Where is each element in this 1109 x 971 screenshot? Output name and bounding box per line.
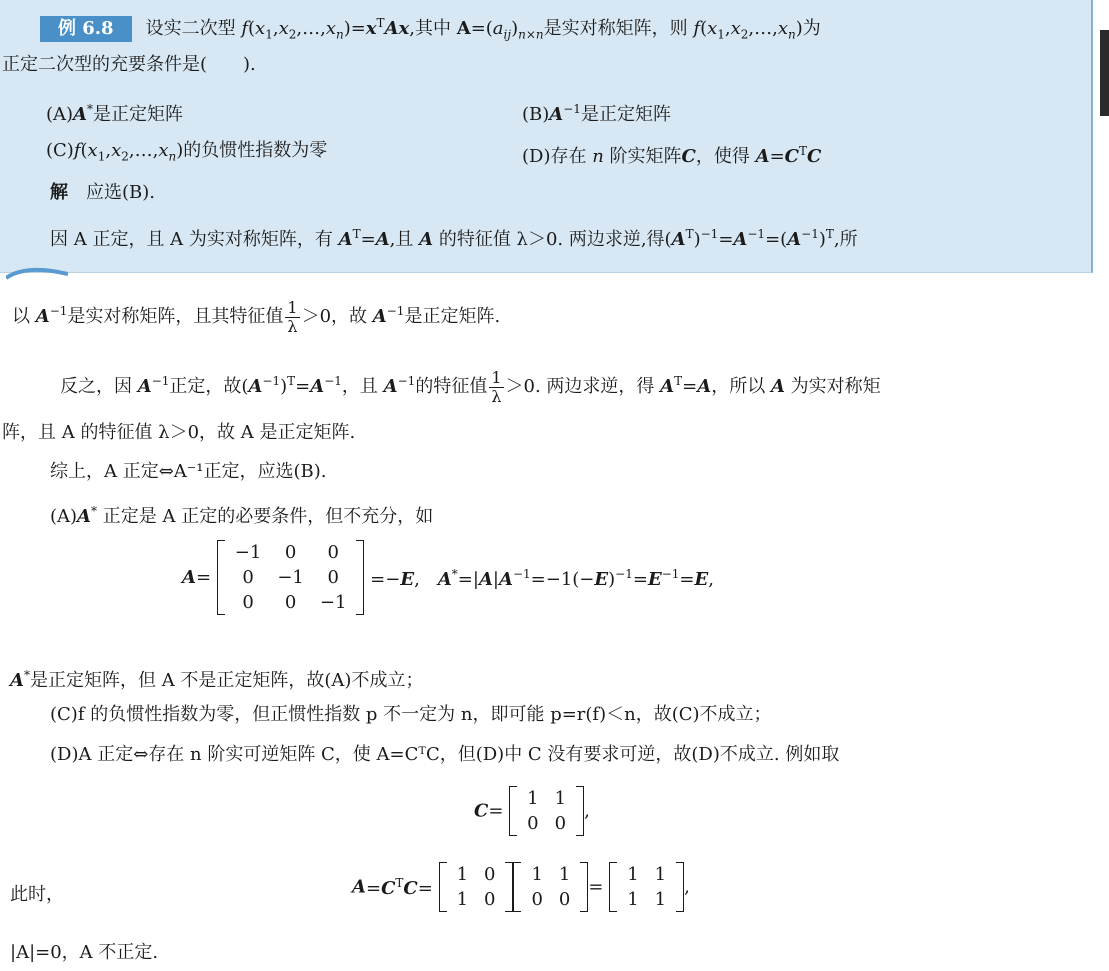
matrix-cell: 1: [627, 889, 639, 910]
option-b-text: 是正定矩阵: [580, 104, 671, 125]
para-8: (C)f 的负惯性指数为零，但正惯性指数 p 不一定为 n，即可能 p=r(f)＜n，故(C)不成立；: [50, 704, 772, 725]
para-3-e: . 两边求逆，得: [534, 376, 655, 397]
q-text-a: 设实二次型 $f(x_1,x_2,\dots,x_n)=x^TAx$,其中 $A=(a_{ij})_{n\times n}$: [145, 16, 544, 42]
para-3-c: ，且: [341, 376, 378, 397]
matrix-a: [217, 540, 365, 615]
edge-bar: [1100, 30, 1109, 116]
matrix-equation-a: A= −1 0 0 0 −1 0 0 0 −1 =−E, $A^*=|A|A^{-1}=-1(-E)^{-1}=E^{-1}=E$,: [182, 542, 714, 613]
matrix-cell: 1: [627, 864, 639, 885]
para-3-b: 正定，故: [169, 376, 242, 397]
option-d-mid: 阶实矩阵: [609, 146, 682, 167]
matrix-cell: 1: [654, 864, 667, 885]
option-d-pre: 存在: [550, 146, 587, 167]
q-text-b: 是实对称矩阵，则: [543, 18, 688, 39]
para-3-g: 为实对称矩: [790, 376, 881, 397]
matrix-cell: 1: [531, 864, 543, 885]
matrix-ct: [439, 862, 514, 912]
question-line-2: 正定二次型的充要条件是( ).: [2, 54, 256, 75]
matrix-c-2: [513, 862, 588, 912]
para-2-b: 是实对称矩阵，且其特征值: [67, 306, 284, 327]
para-1-text: 因 A 正定，且 A 为实对称矩阵，有: [50, 229, 333, 250]
para-5: 综上，A 正定⇔A⁻¹正定，应选(B).: [50, 461, 327, 482]
matrix-cell: 1: [554, 788, 567, 809]
solution-answer: 应选(B).: [86, 182, 155, 203]
para-1: 因 A 正定，且 A 为实对称矩阵，有 $A^T=A$,且 A 的特征值 λ＞0. 两边求逆,得$(A^T)^{-1}=A^{-1}=(A^{-1})^T$,所: [50, 227, 858, 250]
option-c-text: 的负惯性指数为零: [183, 140, 328, 161]
matrix-cell: 0: [554, 813, 567, 834]
matrix-cell: 0: [242, 592, 254, 613]
para-9: (D)A 正定⇔存在 n 阶实可逆矩阵 C，使 A=CᵀC，但(D)中 C 没有要求可逆，故(D)不成立. 例如取: [50, 744, 840, 765]
matrix-cell: −1: [234, 542, 262, 563]
example-tag: 例 6.8: [40, 16, 132, 42]
matrix-c: [509, 786, 584, 836]
matrix-cell: 0: [242, 567, 254, 588]
matrix-cell: 0: [527, 813, 539, 834]
para-2-d: 是正定矩阵.: [404, 306, 501, 327]
matrix-cell: 0: [284, 542, 297, 563]
option-d: (D)存在 n 阶实矩阵C，使得 $A=C^TC$: [522, 144, 822, 167]
matrix-cell: 0: [558, 889, 571, 910]
question-line-1: 例 6.8 设实二次型 $f(x_1,x_2,\dots,x_n)=x^TAx$,其中 $A=(a_{ij})_{n\times n}$是实对称矩阵，则 $f(x_1,x_2,\dots,x_n)$为: [40, 10, 821, 48]
para-2-a: 以: [12, 306, 30, 327]
matrix-equation-c: C= 1 1 0 0 ,: [474, 788, 590, 834]
option-b: $(B)A^{-1}$是正定矩阵: [522, 102, 671, 125]
matrix-equation-product: $A=C^TC=$ 1 0 1 0 1 1 0 0 = 1 1 1 1 ,: [352, 864, 690, 910]
para-7: A*是正定矩阵，但 A 不是正定矩阵，故(A)不成立；: [10, 668, 424, 691]
option-a: (A)A*是正定矩阵: [46, 102, 184, 125]
para-2: 以 $A^{-1}$是实对称矩阵，且其特征值 $\frac{1}{\lambda}$ ＞0，故 $A^{-1}$是正定矩阵.: [12, 297, 501, 336]
para-7-text: 是正定矩阵，但 A 不是正定矩阵，故(A)不成立；: [29, 670, 424, 691]
para-3-f: ，所以: [711, 376, 766, 397]
matrix-cell: 0: [284, 592, 297, 613]
para-3: 反之，因 $A^{-1}$正定，故$(A^{-1})^T=A^{-1}$，且 $A^{-1}$的特征值 $\frac{1}{\lambda}$ ＞0. 两边求逆，得 $A^T=A$，所以 A 为实对称矩: [60, 367, 881, 406]
matrix-cell: 0: [327, 567, 339, 588]
para-6-text: 正定是 A 正定的必要条件，但不充分，如: [102, 506, 434, 527]
matrix-cell: −1: [319, 592, 347, 613]
para-3-d: 的特征值: [415, 376, 488, 397]
fraction-1-over-lambda-2: $\frac{1}{\lambda}$: [491, 367, 502, 406]
matrix-cell: 0: [327, 542, 339, 563]
option-a-text: 是正定矩阵: [93, 104, 184, 125]
matrix-cell: 1: [456, 889, 469, 910]
option-d-tail: ，使得: [695, 146, 750, 167]
para-6: (A)A* 正定是 A 正定的必要条件，但不充分，如: [50, 504, 434, 527]
matrix-cell: −1: [277, 567, 304, 588]
para-10-label: 此时，: [10, 884, 64, 905]
option-c: $(C)f(x_1,x_2,\dots,x_n)$的负惯性指数为零: [46, 140, 328, 164]
matrix-cell: 0: [484, 889, 496, 910]
matrix-cell: 0: [484, 864, 496, 885]
decorative-swoosh-icon: [6, 264, 68, 280]
para-4: 阵，且 A 的特征值 λ＞0，故 A 是正定矩阵.: [2, 422, 356, 443]
matrix-cell: 1: [654, 889, 667, 910]
para-11: |A|=0，A 不正定.: [10, 942, 159, 963]
solution-head: [50, 180, 155, 206]
matrix-cell: 1: [558, 864, 571, 885]
matrix-cell: 1: [527, 788, 539, 809]
solution-label: 解: [50, 182, 68, 203]
matrix-cell: 1: [456, 864, 469, 885]
matrix-result: [609, 862, 684, 912]
fraction-1-over-lambda: $\frac{1}{\lambda}$: [287, 297, 298, 336]
para-3-a: 反之，因: [60, 376, 132, 397]
matrix-cell: 0: [531, 889, 543, 910]
para-2-c: ，故: [331, 306, 368, 327]
